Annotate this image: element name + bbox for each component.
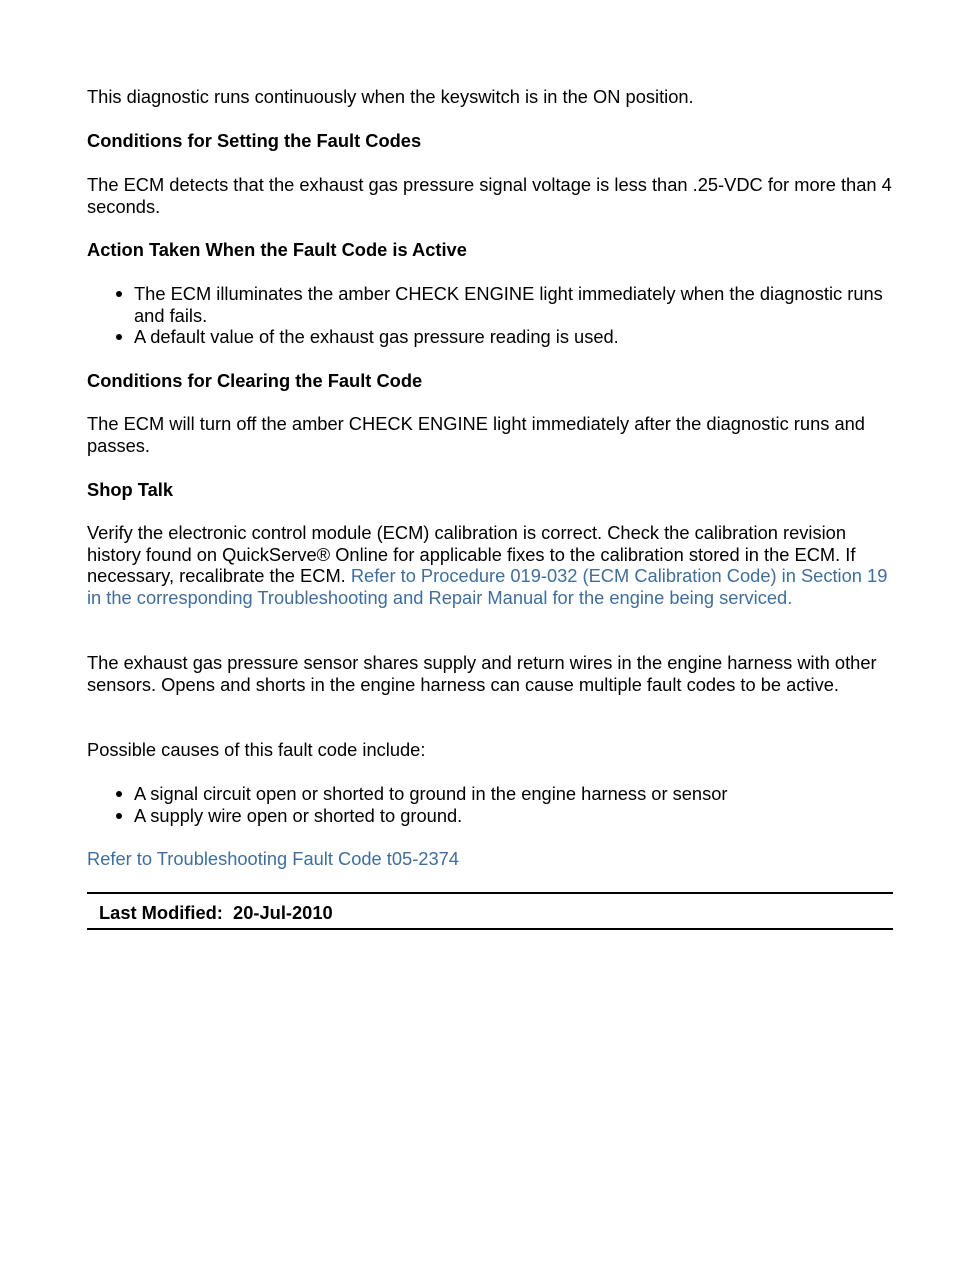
clearing-conditions-text: The ECM will turn off the amber CHECK ENGINE light immediately after the diagnostic runs and passes. xyxy=(87,413,865,456)
bullet-icon xyxy=(116,334,122,340)
list-item-text: The ECM illuminates the amber CHECK ENGINE light immediately when the diagnostic runs and fails. xyxy=(134,283,883,326)
bullet-icon xyxy=(116,813,122,819)
intro-text: This diagnostic runs continuously when the keyswitch is in the ON position. xyxy=(87,86,694,107)
list-item-text: A signal circuit open or shorted to ground in the engine harness or sensor xyxy=(134,783,728,804)
procedure-019-032-link[interactable]: Refer to Procedure 019-032 (ECM Calibration Code) in Section 19 in the corresponding Troubleshooting and Repair Manual for the engine being serviced. xyxy=(87,565,888,608)
list-item xyxy=(87,283,893,326)
shop-talk-paragraph xyxy=(87,522,893,608)
list-item xyxy=(87,783,893,805)
heading-clearing-conditions: Conditions for Clearing the Fault Code xyxy=(87,370,423,391)
fault-code-t05-2374-link[interactable]: Refer to Troubleshooting Fault Code t05-2374 xyxy=(87,848,459,869)
heading-setting-conditions: Conditions for Setting the Fault Codes xyxy=(87,130,422,151)
list-item-text: A default value of the exhaust gas pressure reading is used. xyxy=(134,326,619,347)
last-modified-label: Last Modified: 20-Jul-2010 xyxy=(99,902,333,923)
last-modified-bar xyxy=(87,892,893,930)
heading-shop-talk: Shop Talk xyxy=(87,479,173,500)
causes-intro-text: Possible causes of this fault code include: xyxy=(87,739,426,760)
list-item xyxy=(87,805,893,827)
fault-code-reference xyxy=(87,848,893,870)
harness-paragraph: The exhaust gas pressure sensor shares supply and return wires in the engine harness with other sensors. Opens and shorts in the engine harness can cause multiple fault codes to be active. xyxy=(87,652,877,695)
bullet-icon xyxy=(116,291,122,297)
bullet-icon xyxy=(116,791,122,797)
list-item-text: A supply wire open or shorted to ground. xyxy=(134,804,463,826)
causes-list xyxy=(87,783,893,826)
shop-talk-text: Verify the electronic control module (ECM) calibration is correct. Check the calibration revision history found on QuickServe® Online for applicable fixes to the calibration stored in the ECM. If necessary, recalibrate the ECM. xyxy=(87,522,856,586)
setting-conditions-text: The ECM detects that the exhaust gas pressure signal voltage is less than .25-VDC for more than 4 seconds. xyxy=(87,174,892,217)
list-item xyxy=(87,326,893,348)
action-list xyxy=(87,283,893,348)
heading-action-taken: Action Taken When the Fault Code is Active xyxy=(87,239,467,260)
